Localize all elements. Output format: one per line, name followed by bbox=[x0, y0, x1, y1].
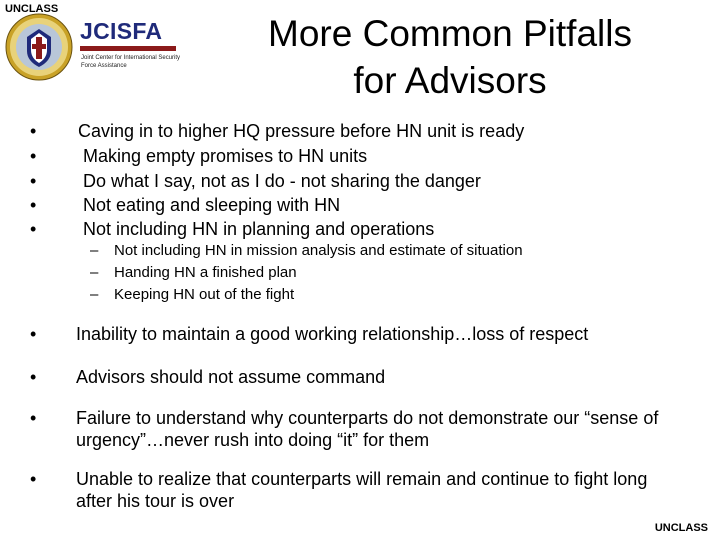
sub-bullet-text: Keeping HN out of the fight bbox=[114, 286, 295, 303]
jcisfa-logo-text: JCISFA bbox=[80, 18, 163, 44]
dash-icon: – bbox=[90, 242, 99, 259]
sub-bullet-text: Not including HN in mission analysis and estimate of situation bbox=[114, 242, 523, 259]
bullet-text: Advisors should not assume command bbox=[76, 367, 386, 387]
slide-title bbox=[220, 10, 680, 104]
classification-marking-bottom: UNCLASS bbox=[654, 522, 708, 534]
bullet-text: Caving in to higher HQ pressure before HN unit is ready bbox=[78, 121, 525, 141]
bullet-text: Do what I say, not as I do - not sharing the danger bbox=[83, 171, 481, 191]
bullet-text: Making empty promises to HN units bbox=[83, 146, 368, 166]
bullet-icon: • bbox=[30, 146, 37, 166]
logo-subtitle: Joint Center for International Security Force Assistance bbox=[81, 55, 181, 69]
slide-title-line-2: for Advisors bbox=[353, 60, 547, 101]
bullet-icon: • bbox=[30, 121, 37, 141]
bullet-icon: • bbox=[30, 367, 37, 387]
dash-icon: – bbox=[90, 264, 99, 281]
bullet-icon: • bbox=[30, 195, 37, 215]
bullet-text: Not including HN in planning and operations bbox=[83, 219, 435, 239]
bullet-icon: • bbox=[30, 408, 37, 428]
bullet-icon: • bbox=[30, 219, 37, 239]
sub-bullet-text: Handing HN a finished plan bbox=[114, 264, 297, 281]
bullet-icon: • bbox=[30, 171, 37, 191]
bullet-text: Unable to realize that counterparts will remain and continue to fight long after his tour is over bbox=[76, 469, 648, 511]
classification-marking-top: UNCLASS bbox=[5, 3, 59, 15]
bullet-text: Inability to maintain a good working relationship…loss of respect bbox=[76, 324, 589, 344]
dash-icon: – bbox=[90, 286, 99, 303]
slide-title-line-1: More Common Pitfalls bbox=[268, 13, 632, 54]
bullet-icon: • bbox=[30, 469, 37, 489]
bullet-icon: • bbox=[30, 324, 37, 344]
bullet-text: Not eating and sleeping with HN bbox=[83, 195, 341, 215]
bullet-text: Failure to understand why counterparts do not demonstrate our “sense of urgency”…never rush into doing “it” for them bbox=[76, 408, 659, 450]
logo-underline-bar bbox=[80, 46, 176, 51]
jcisfa-seal-icon bbox=[5, 13, 73, 81]
